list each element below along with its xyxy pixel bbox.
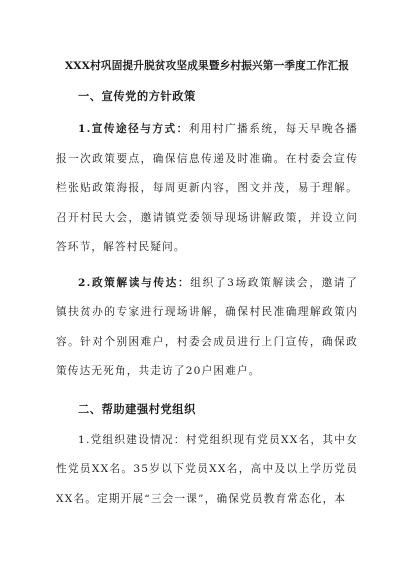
paragraph-policy-interpretation bbox=[56, 269, 358, 387]
document-title: XXX村巩固提升脱贫攻坚成果暨乡村振兴第一季度工作汇报 bbox=[64, 60, 350, 72]
paragraph-body: 1.党组织建设情况：村党组织现有党员XX名，其中女性党员XX名。35岁以下党员XX名，高中及以上学历党员XX名。定期开展“三会一课”，确保党员教育常态化，本 bbox=[56, 433, 358, 505]
paragraph-party-org-status bbox=[56, 426, 358, 515]
paragraph-lead: 1.宣传途径与方式： bbox=[78, 123, 189, 135]
section-publicize-policy bbox=[56, 89, 358, 387]
section-heading: 一、宣传党的方针政策 bbox=[78, 89, 196, 103]
paragraph-lead: 2.政策解读与传达： bbox=[78, 276, 191, 289]
paragraph-body: 利用村广播系统，每天早晚各播报一次政策要点，确保信息传递及时准确。在村委会宣传栏张贴政策海报，每周更新内容，图文并茂，易于理解。召开村民大会，邀请镇党委领导现场讲解政策，并设立问答环节，解答村民疑问。 bbox=[56, 123, 358, 253]
paragraph-body: 组织了3场政策解读会，邀请了镇扶贫办的专家进行现场讲解，确保村民准确理解政策内容。针对个别困难户，村委会成员进行上门宣传，确保政策传达无死角，共走访了20户困难户。 bbox=[56, 276, 358, 377]
section-strengthen-party-org bbox=[56, 402, 358, 515]
paragraph-publicity-channels bbox=[56, 115, 358, 263]
section-heading: 二、帮助建强村党组织 bbox=[78, 401, 196, 416]
